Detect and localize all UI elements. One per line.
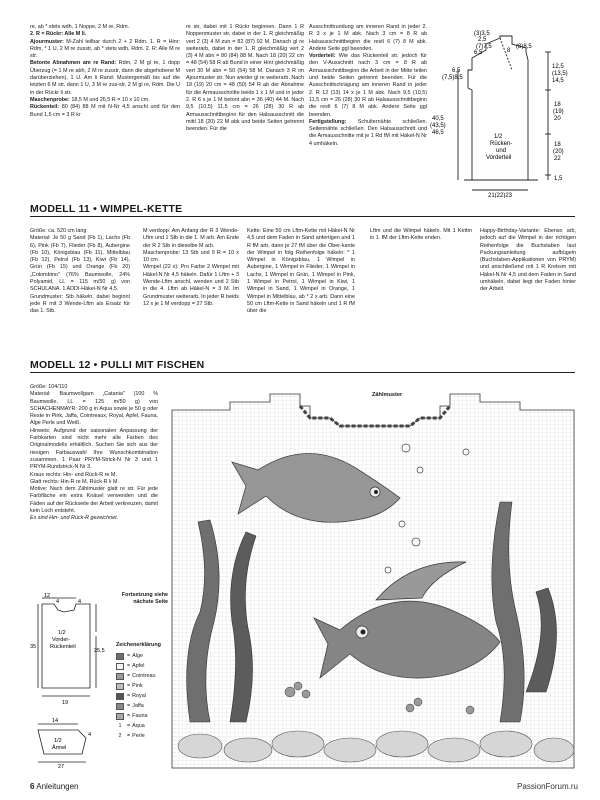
model-12-text [30, 384, 158, 523]
measure-label: (3)3,5 [474, 31, 490, 37]
measure-label: Vorderteil [486, 155, 512, 161]
paragraph: Größe: 104/110 Material: Baumwollgarn „Catania" (100 % Baumwolle, LL = 125 m/50 g) von SCHACHENMAYR: 200 g in Aqua sowie je 50 g oder Reste in Pink, Jaffa, Cointreaux, Royal, Apfel, Fauna, Alge Perle und Weiß. Hinweis: Aufgrund der saisonalen Anpassung der Farbkarten sind nicht mehr alle Farben des Originalmodells erhältlich. Suchen Sie sich aus der riesigen Farbauswahl Ihre Wunschkombination zusammen. 1 Paar PRYM-Strick-N Nr 3 und 1 PRYM-Rundstrick-N Nr 3. Kraus rechts: Hin- und Rück-R re M. Glatt rechts: Hin-R re M, Rück-R li M. Motive: Nach dem Zählmuster glatt re str. Für jede Farbfläche ein extra Knäuel verwenden und die Fäden auf der Rückseite der Arbeit verkreuzen, damit kein Loch entsteht. [30, 384, 158, 515]
legend-item: = Jaffa [116, 701, 176, 711]
paragraph: re, ab * stets wdh, 1 Noppe, 2 M re, Rdm. [30, 24, 130, 30]
model-11-column-1: Größe: ca. 520 cm lang Material: Je 50 g Sand (Fb 1), Lachs (Fb 6), Pink (Fb 7), Flieder (Fb 8), Aubergine (Fb 10), Königsblau (Fb 11), Mittelblau (Fb 12), Petrol (Fb 13), Kiwi (Fb 14), Grün (Fb 15) und Orange (Fb 20) „Cotombino" (76% Baumwolle, 24% Polyamid, LL = 115 m/50 g) von SCHULANA. 1 ADDI-Häkel-N Nr 4,5. Grundmuster: Stb häkeln, dabei beginnt jede R mit 3 Wende-Lftm als Ersatz für das 1. Stb. [30, 228, 130, 315]
measure-label: 6,5 [474, 50, 483, 56]
measure-label: Rücken- [490, 141, 513, 147]
measure-label: 4 [56, 599, 60, 605]
measure-label: Rückenteil [50, 644, 76, 650]
legend-item: = Fauna [116, 711, 176, 721]
legend-item: = Cointreau [116, 671, 176, 681]
measure-label: 46,5 [432, 130, 444, 136]
measure-label: 40,5 [432, 116, 444, 122]
legend-label: Aqua [132, 723, 145, 729]
measure-label: 4 [88, 732, 92, 738]
measure-label: 35 [30, 644, 37, 650]
paragraph: Fertigstellung: Schulternähte schließen. Seitennähte schließen. Den Halsausschnitt und die Armausschnitte mit je 1 Rd fM mit Häkel-N Nr 4 umhäkeln. [309, 118, 427, 147]
measure-label: 18 [554, 102, 561, 108]
measure-label: 1/2 [494, 134, 503, 140]
section-title: MODELL 11 • WIMPEL-KETTE [30, 203, 183, 215]
measure-label: 8 [507, 48, 511, 54]
legend-swatch: 2 [116, 733, 124, 740]
schematic-front-back [30, 592, 110, 710]
measure-label: Ärmel [52, 745, 67, 751]
watermark-site: PassionForum.ru [517, 782, 578, 791]
knitting-chart [170, 392, 576, 770]
legend-swatch [116, 713, 124, 720]
schematic-body [428, 30, 576, 198]
legend-item: = Alge [116, 651, 176, 661]
legend-item: 2 = Perle [116, 731, 176, 741]
legend-item: = Royal [116, 691, 176, 701]
legend-title: Zeichenerklärung [116, 642, 161, 648]
measure-label: 20 [554, 116, 561, 122]
text-column-3 [309, 24, 427, 148]
model-11-column-2: M verdopp: Am Anfang der R 3 Wende-Lftm und 1 Stb in die 1. M arb. Am Ende der R 2 Stb in dieselbe M arb. Maschenprobe: 13 Stb und 9 R = 10 x 10 cm. Wimpel (22 x): Pro Farbe 2 Wimpel mit Häkel-N Nr 4,5 häkeln. Dafür 1 Lftm + 3 Wende-Lftm anschl, wenden und 2 Stb in die 4. Lftm ab Häkel-N = 3 M. Im Grundmuster weiterarb. In jeder R beids 12 x je 1 M verdopp = 27 Stb. [143, 228, 239, 307]
measure-label: 4 [78, 599, 82, 605]
legend-swatch [116, 683, 124, 690]
measure-label: (7)7,5 [476, 44, 492, 50]
measure-label: (8)8,5 [516, 44, 532, 50]
model-11-column-4: Lftm und die Wimpel häkeln. Mit 1 Kettm in 1. fM der Lftm-Kette enden. [370, 228, 472, 242]
paragraph: Rückenteil: 80 (84) 88 M mit N-Nr 4,5 anschl und für den Bund 1,5 cm = 3 R kr [30, 104, 181, 118]
legend-label: Perle [132, 733, 145, 739]
schematic-sleeve [30, 716, 110, 768]
legend-item: = Pink [116, 681, 176, 691]
paragraph: Maschenprobe: 18,5 M und 26,5 R = 10 x 10 cm. [30, 96, 150, 103]
chart-title: Zählmuster [372, 392, 403, 398]
legend-label: Jaffa [132, 703, 144, 709]
measure-label: (43,5) [430, 123, 446, 129]
measure-label: 1,5 [554, 176, 563, 182]
legend-swatch: 1 [116, 723, 124, 730]
measure-label: 12,5 [552, 64, 564, 70]
section-header-model-12 [30, 356, 575, 373]
paragraph: 2. R = Rückr: Alle M li. [30, 31, 87, 38]
measure-label: 12 [44, 593, 51, 599]
paragraph: re str, dabei mit 1 Rückr beginnen. Dann 1 R Noppenmuster str, dabei in der 1. R gleichmäßig vert 2 (3) 4 M zun = 82 (87) 92 M. Danach gl re weiterarb, dabei in der 1. R gleichmäßig vert 2 (3) 4 M abn = 80 (84) 88 M. Nach 18 (20) 22 cm = 48 (54) 58 R ab Bund in einer Hinr gleichmäßig vert 30 M abn = 50 (54) 58 M. Danach 3 R im Ajourmuster str. Nun wieder gl re weiterarb. Nach 18 (19) 20 cm = 48 (50) 54 R ab der Abnahme für die Armausschnitte beids 1 x 1 M und in jeder 2. R 6 x je 1 M betont abn = 36 (40) 44 M. Nach 9,5 (10,5) 11,5 cm = 26 (28) 30 R ab Armausschnittbeginn für den Halsausschnitt die mittl 18 (20) 22 M abk und beide Seiten getrennt beenden. Für die [186, 24, 304, 133]
continuation-note: Fortsetzung siehe nächste Seite [121, 592, 168, 605]
legend-label: Royal [132, 693, 146, 699]
legend-swatch [116, 703, 124, 710]
section-title: MODELL 12 • PULLI MIT FISCHEN [30, 359, 205, 371]
legend-label: Alge [132, 653, 143, 659]
measure-label: (20) [553, 149, 564, 155]
measure-label: und [496, 148, 507, 154]
fish-pupil [374, 490, 378, 494]
measure-label: 27 [58, 764, 65, 768]
measure-label: 22 [554, 156, 561, 162]
legend-swatch [116, 653, 124, 660]
measure-label: 21(22)23 [488, 193, 513, 198]
legend-swatch [116, 673, 124, 680]
measure-label: 19 [62, 700, 69, 706]
measure-label: (7,5)8,5 [442, 75, 463, 81]
text-column-2 [186, 24, 304, 133]
measure-label: 1/2 [54, 738, 62, 744]
legend-swatch [116, 663, 124, 670]
paragraph: Ajourmuster: M-Zahl teilbar durch 2 + 2 Rdm. 1. R = Hinr: Rdm, * 1 U, 2 M re zusstr, ab * stets wdh, Rdm. 2. R: Alle M re str. [30, 38, 180, 60]
legend-label: Pink [132, 683, 143, 689]
legend [116, 642, 176, 741]
section-header-model-11 [30, 200, 575, 217]
page-footer: 6 Anleitungen [30, 782, 79, 791]
measure-label: 18 [554, 142, 561, 148]
measure-label: 6,5 [452, 68, 461, 74]
paragraph: Vorderteil: Wie das Rückenteil str, jedoch für den V-Ausschnitt nach 3 cm = 8 R ab Armausschnittbeginn die Arbeit in der Mitte teilen und beide Seiten getrennt beenden. Für die Ausschnittschrägung am inneren Rand in jeder 2. R 12 (13) 14 x je 1 M abk. Nach 9,5 (10,5) 11,5 cm = 26 (28) 30 R ab Halsausschnittbeginn die restl 6 (7) 8 M abk. Andere Seite ggl beenden. [309, 53, 427, 118]
measure-label: 1/2 [58, 630, 66, 636]
legend-label: Apfel [132, 663, 145, 669]
legend-swatch [116, 693, 124, 700]
legend-item: = Apfel [116, 661, 176, 671]
measure-label: (19) [553, 109, 564, 115]
legend-label: Cointreau [132, 673, 156, 679]
measure-label: (13,5) [552, 71, 568, 77]
model-11-column-3: Kette: Eine 50 cm Lftm-Kette mit Häkel-N Nr 4,5 und dem Faden in Sand anfertigen und 1 R fM arb, dann je 27 fM über die Ober-kante der Wimpel in folg Reihenfolge häkeln: * 1 Wimpel in Königsblau, 1 Wimpel in Aubergine, 1 Wimpel in Flieder, 1 Wimpel in Lachs, 1 Wimpel in Grün, 1 Wimpel in Pink, 1 Wimpel in Petrol, 1 Wimpel in Kiwi, 1 Wimpel in Sand, 1 Wimpel in Orange, 1 Wimpel in Mittelblau, ab * 2 x arb. Dann eine 50 cm Lftm-Kette in Sand häkeln und 1 R fM über die [247, 228, 355, 315]
measure-label: 14,5 [552, 78, 564, 84]
measure-label: 14 [52, 718, 59, 724]
measure-label: 2,5 [478, 37, 487, 43]
measure-label: Vorder- [52, 637, 71, 643]
legend-label: Fauna [132, 713, 148, 719]
measure-label: 25,5 [94, 648, 105, 654]
paragraph: Ausschnittrundung am inneren Rand in jeder 2. R 3 x je 1 M abk. Nach 3 cm = 8 R ab Halsausschnittbeginn die restl 6 (7) 8 M abk. Andere Seite ggl beenden. [309, 24, 427, 52]
paragraph-italic: Es sind Hin- und Rück-R gezeichnet. [30, 515, 119, 522]
model-11-column-5: Happy-Birthday-Variante: Ebenso arb, jedoch auf die Wimpel in der richtigen Reihenfolge die Buchstaben laut Packungsanleitung aufbügeln (Buchstaben-Applikationen von PRYM) und anschließend mit 1 R Krebsm mit Häkel-N Nr 4,5 und dem Faden in Sand umhäkeln, dabei liegt der Faden hinter der Arbeit. [480, 228, 576, 293]
legend-item: 1 = Aqua [116, 721, 176, 731]
text-column-1 [30, 24, 180, 119]
fish-pupil [361, 630, 366, 635]
paragraph: Betonte Abnahmen am re Rand: Rdm, 2 M gl re, 1 dopp Überzug (= 1 M re abh, 2 M re zusstr, dann die abgehobene M darüberziehen), 1 U. Am li Rand: Mustergemäß bis auf die letzten 6 M str, dann 1 U, 3 M re zus-str, 2 M gl re, Rdm. Die U in der Rückr li str. [30, 60, 180, 96]
